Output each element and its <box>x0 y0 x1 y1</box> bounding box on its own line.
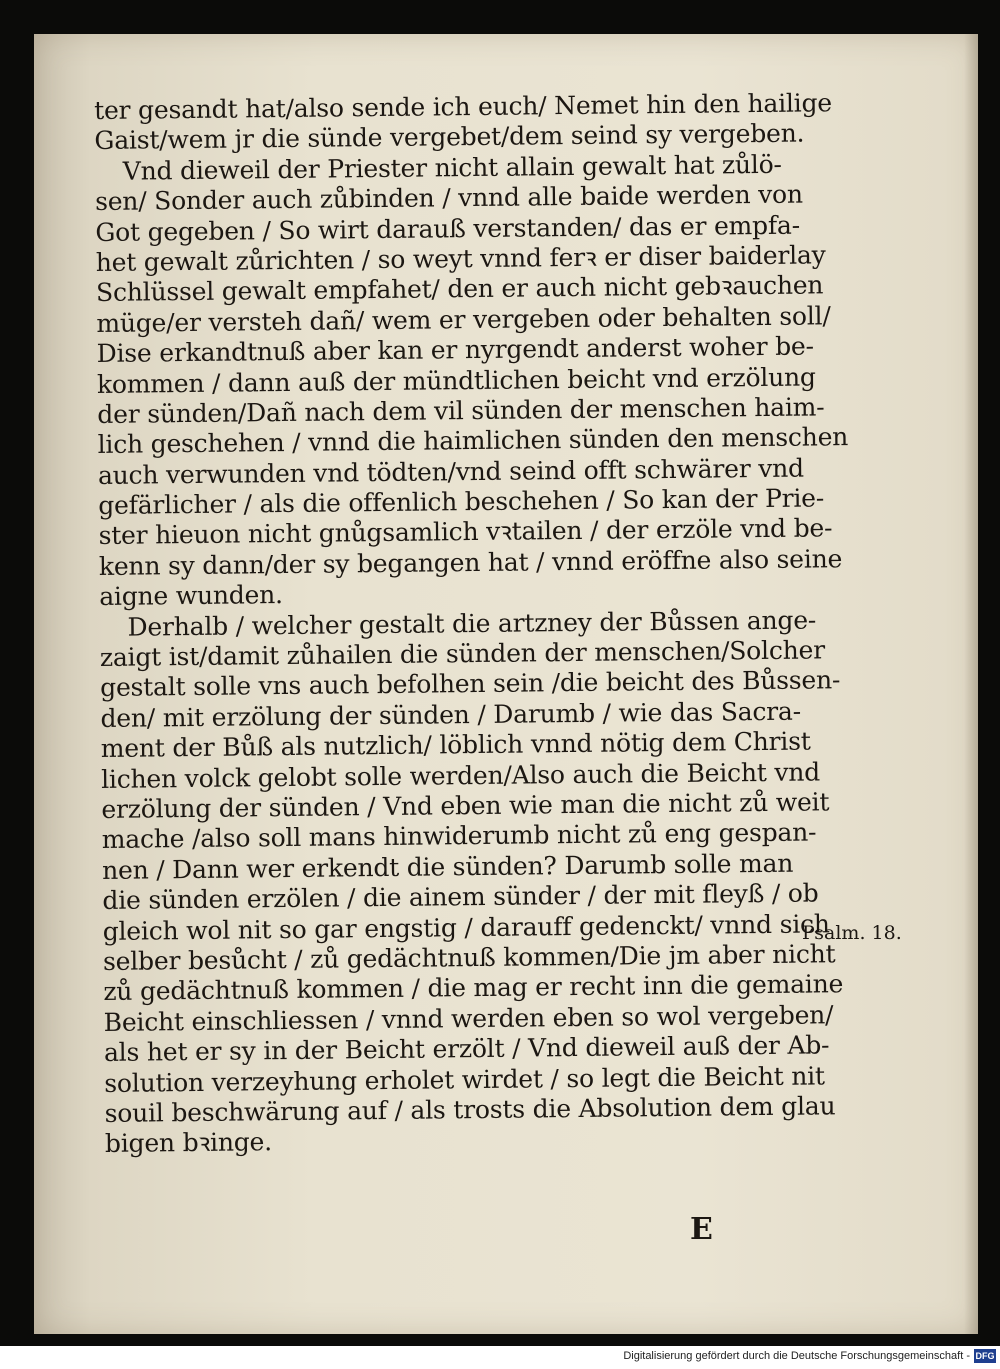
text-line: nen / Dann wer erkendt die sünden? Darumb solle man <box>101 848 794 885</box>
text-line: kommen / dann auß der mündtlichen beicht vnd erzölung <box>96 361 816 399</box>
page-edge-shadow <box>964 34 978 1334</box>
text-line: kenn sy dann/der sy begangen hat / vnnd eröffne also seine <box>98 544 843 581</box>
text-line: sen/ Sonder auch zůbinden / vnnd alle baide werden von <box>94 179 803 217</box>
catchword: E <box>690 1212 713 1247</box>
text-line: aigne wunden. <box>99 580 283 612</box>
text-line: Gaist/wem jr die sünde vergebet/dem seind sy vergeben. <box>94 118 805 156</box>
text-line: mache /also soll mans hinwiderumb nicht zů eng gespan- <box>101 817 817 855</box>
text-line: Derhalb / welcher gestalt die artzney der Bůssen ange- <box>127 605 817 642</box>
text-line: den/ mit erzölung der sünden / Darumb / wie das Sacra- <box>100 696 802 733</box>
text-line: souil beschwärung auf / als trosts die Absolution dem glau <box>104 1091 836 1128</box>
footer-funding-text: Digitalisierung gefördert durch die Deutsche Forschungsgemeinschaft - <box>623 1350 970 1362</box>
text-line: der sünden/Dañ nach dem vil sünden der menschen haim- <box>97 392 825 429</box>
dfg-logo-icon: DFG <box>975 1351 995 1361</box>
text-line: gleich wol nit so gar engstig / darauff gedenckt/ vnnd sich <box>102 908 830 946</box>
text-line: gefärlicher / als die offenlich beschehen / So kan der Prie- <box>98 483 825 521</box>
margin-note: Psalm. 18. <box>802 922 902 944</box>
text-line: Schlüssel gewalt empfahet/ den er auch nicht gebꝛauchen <box>95 270 824 308</box>
text-line: Dise erkandtnuß aber kan er nyrgendt anderst woher be- <box>96 331 814 369</box>
text-line: lichen volck gelobt solle werden/Also auch die Beicht vnd <box>101 757 821 794</box>
text-line: solution verzeyhung erholet wirdet / so legt die Beicht nit <box>104 1060 825 1098</box>
text-line: het gewalt zůrichten / so weyt vnnd ferꝛ er diser baiderlay <box>95 240 826 277</box>
text-line: bigen bꝛinge. <box>104 1127 273 1159</box>
text-line: zů gedächtnuß kommen / die mag er recht inn die gemaine <box>103 969 844 1007</box>
text-line: lich geschehen / vnnd die haimlichen sünden den menschen <box>97 422 849 460</box>
footer-bar <box>0 1346 1000 1369</box>
text-line: ter gesandt hat/also sende ich euch/ Nemet hin den hailige <box>94 88 833 125</box>
text-line: die sünden erzölen / die ainem sünder / der mit fleyß / ob <box>102 878 819 916</box>
text-line: selber besůcht / zů gedächtnuß kommen/Die jm aber nicht <box>102 939 836 976</box>
text-line: zaigt ist/damit zůhailen die sünden der menschen/Solcher <box>99 635 826 672</box>
text-line: ster hieuon nicht gnůgsamlich vꝛtailen / der erzöle vnd be- <box>98 513 833 551</box>
text-line: müge/er versteh dañ/ wem er vergeben oder behalten soll/ <box>96 301 831 338</box>
text-line: als het er sy in der Beicht erzölt / Vnd dieweil auß der Ab- <box>103 1030 830 1068</box>
text-line: gestalt solle vns auch befolhen sein /die beicht des Bůssen- <box>100 665 841 703</box>
text-line: ment der Bůß als nutzlich/ löblich vnnd nötig dem Christ <box>100 726 811 764</box>
text-line: Vnd dieweil der Priester nicht allain gewalt hat zůlö- <box>122 149 782 186</box>
text-line: Beicht einschliessen / vnnd werden eben so wol vergeben/ <box>103 1000 834 1037</box>
text-line: erzölung der sünden / Vnd eben wie man die nicht zů weit <box>101 787 830 824</box>
text-line: Got gegeben / So wirt darauß verstanden/ das er empfa- <box>95 210 801 247</box>
page-body-text <box>94 88 849 1160</box>
text-line: auch verwunden vnd tödten/vnd seind offt schwärer vnd <box>97 453 805 490</box>
